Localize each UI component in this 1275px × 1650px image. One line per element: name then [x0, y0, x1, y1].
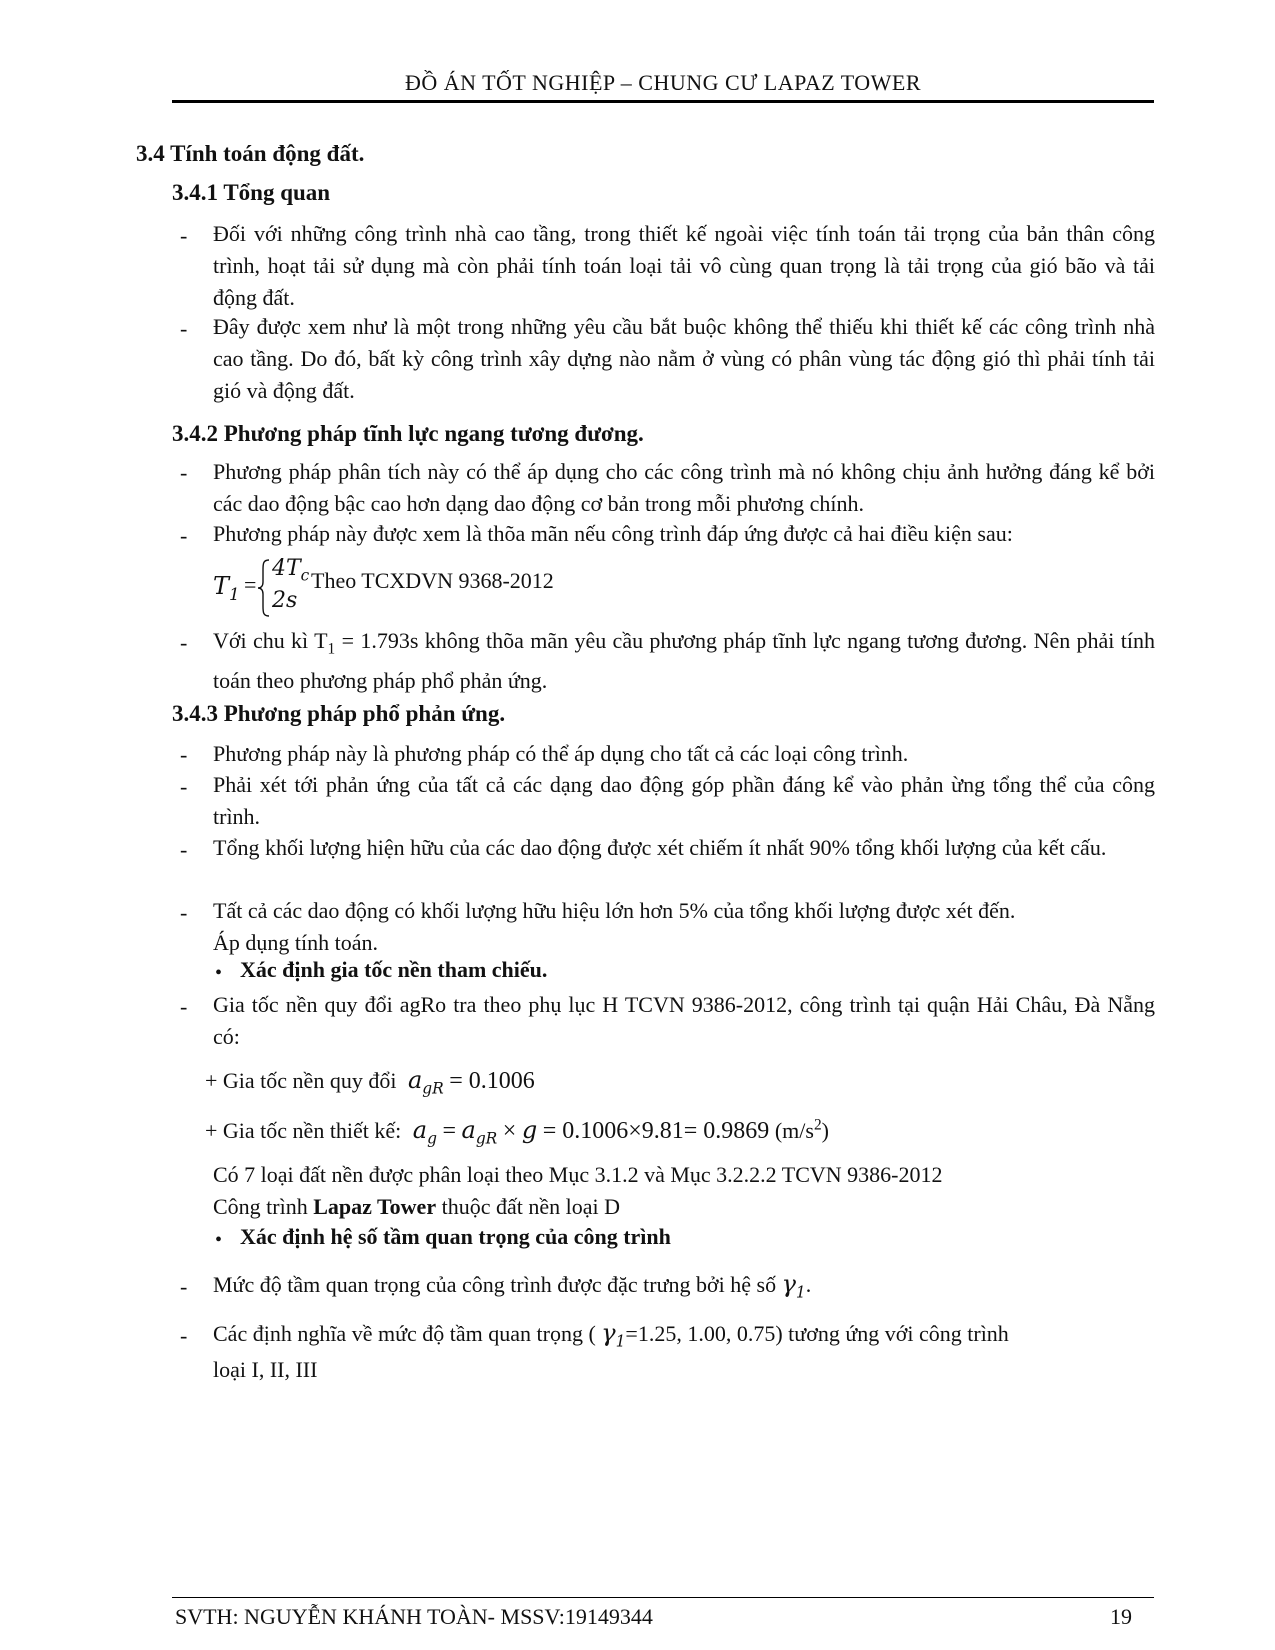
spectrum-paragraph-4: Tất cả các dao động có khối lượng hữu hiệu lớn hơn 5% của tổng khối lượng được xét đến.: [213, 898, 1016, 923]
dash-marker: -: [180, 630, 188, 655]
spectrum-paragraph-5: Áp dụng tính toán.: [213, 930, 378, 955]
dash-marker: -: [180, 316, 188, 341]
dash-marker: -: [180, 460, 188, 485]
spectrum-paragraph-10-cont: loại I, II, III: [213, 1357, 318, 1382]
spectrum-paragraph-1: Phương pháp này là phương pháp có thể áp dụng cho tất cả các loại công trình.: [213, 741, 909, 766]
static-paragraph-3: Với chu kì $T_1 = 1.793s$ không thõa mãn yêu cầu phương pháp tĩnh lực ngang tương đương. Nên phải tính toán theo phương pháp phổ phản ứng.: [213, 628, 1155, 694]
section-heading-3-4-3: 3.4.3 Phương pháp phổ phản ứng.: [172, 701, 506, 726]
page-header-title: ĐỒ ÁN TỐT NGHIỆP – CHUNG CƯ LAPAZ TOWER: [404, 70, 922, 95]
bullet-icon: •: [215, 962, 223, 984]
dash-marker: -: [180, 1274, 188, 1299]
spectrum-paragraph-2: Phải xét tới phản ứng của tất cả các dạng dao động góp phần đáng kể vào phản ừng tổng thể của công trình.: [213, 772, 1155, 829]
equation-reference-acceleration: + Gia tốc nền quy đổi $a_{gR} = 0.1006$: [205, 1066, 535, 1098]
spectrum-paragraph-9: Mức độ tầm quan trọng của công trình được đặc trưng bởi hệ số $\gamma_1$.: [213, 1270, 812, 1302]
footer-divider: [172, 1597, 1154, 1598]
dash-marker: -: [180, 1323, 188, 1348]
dash-marker: -: [180, 742, 188, 767]
dash-marker: -: [180, 774, 188, 799]
static-paragraph-1: Phương pháp phân tích này có thể áp dụng cho các công trình mà nó không chịu ảnh hưởng đáng kể bởi các dao động bậc cao hơn dạng dao động cơ bản trong mỗi phương chính.: [213, 459, 1155, 516]
dash-marker: -: [180, 837, 188, 862]
dash-marker: -: [180, 994, 188, 1019]
brace-icon: [257, 558, 271, 618]
bullet-icon: •: [215, 1229, 223, 1251]
bullet-heading-importance-factor: Xác định hệ số tầm quan trọng của công trình: [240, 1224, 671, 1249]
section-heading-3-4-2: 3.4.2 Phương pháp tĩnh lực ngang tương đương.: [172, 421, 644, 446]
page-number: 19: [1110, 1604, 1132, 1629]
spectrum-paragraph-8: Công trình Lapaz Tower thuộc đất nền loại D: [213, 1194, 620, 1219]
dash-marker: -: [180, 900, 188, 925]
equation-design-acceleration: + Gia tốc nền thiết kế: $a_g = a_{gR} \times g = 0.1006\times 9.81= 0.9869$ $(m/s^2)$: [205, 1116, 829, 1148]
period-condition-formula: $T_1$ = $4T_c$ 2s Theo TCXDVN 9368-2012: [205, 556, 605, 620]
dash-marker: -: [180, 523, 188, 548]
spectrum-paragraph-6: Gia tốc nền quy đổi agRo tra theo phụ lục H TCVN 9386-2012, công trình tại quận Hải Châu, Đà Nẵng có:: [213, 992, 1155, 1049]
section-heading-3-4: 3.4 Tính toán động đất.: [136, 141, 365, 166]
bullet-heading-reference-acceleration: Xác định gia tốc nền tham chiếu.: [240, 957, 548, 982]
spectrum-paragraph-7: Có 7 loại đất nền được phân loại theo Mục 3.1.2 và Mục 3.2.2.2 TCVN 9386-2012: [213, 1162, 943, 1187]
overview-paragraph-1: Đối với những công trình nhà cao tầng, trong thiết kế ngoài việc tính toán tải trọng của bản thân công trình, hoạt tải sử dụng mà còn phải tính toán loại tải vô cùng quan trọng là tải trọng của gió bão và tải động đất.: [213, 221, 1155, 310]
spectrum-paragraph-10: Các định nghĩa về mức độ tầm quan trọng ( $\gamma_1=1.25$, 1.00, 0.75) tương ứng với công trình: [213, 1319, 1009, 1351]
dash-marker: -: [180, 223, 188, 248]
footer-author: SVTH: NGUYỄN KHÁNH TOÀN- MSSV:19149344: [175, 1604, 653, 1629]
header-divider: [172, 100, 1154, 103]
overview-paragraph-2: Đây được xem như là một trong những yêu cầu bắt buộc không thể thiếu khi thiết kế các công trình nhà cao tầng. Do đó, bất kỳ công trình xây dựng nào nằm ở vùng có phân vùng tác động gió thì phải tính tải gió và động đất.: [213, 314, 1155, 403]
static-paragraph-2: Phương pháp này được xem là thõa mãn nếu công trình đáp ứng được cả hai điều kiện sau:: [213, 521, 1013, 546]
section-heading-3-4-1: 3.4.1 Tổng quan: [172, 180, 331, 205]
spectrum-paragraph-3: Tổng khối lượng hiện hữu của các dao động được xét chiếm ít nhất 90% tổng khối lượng của kết cấu.: [213, 835, 1107, 860]
